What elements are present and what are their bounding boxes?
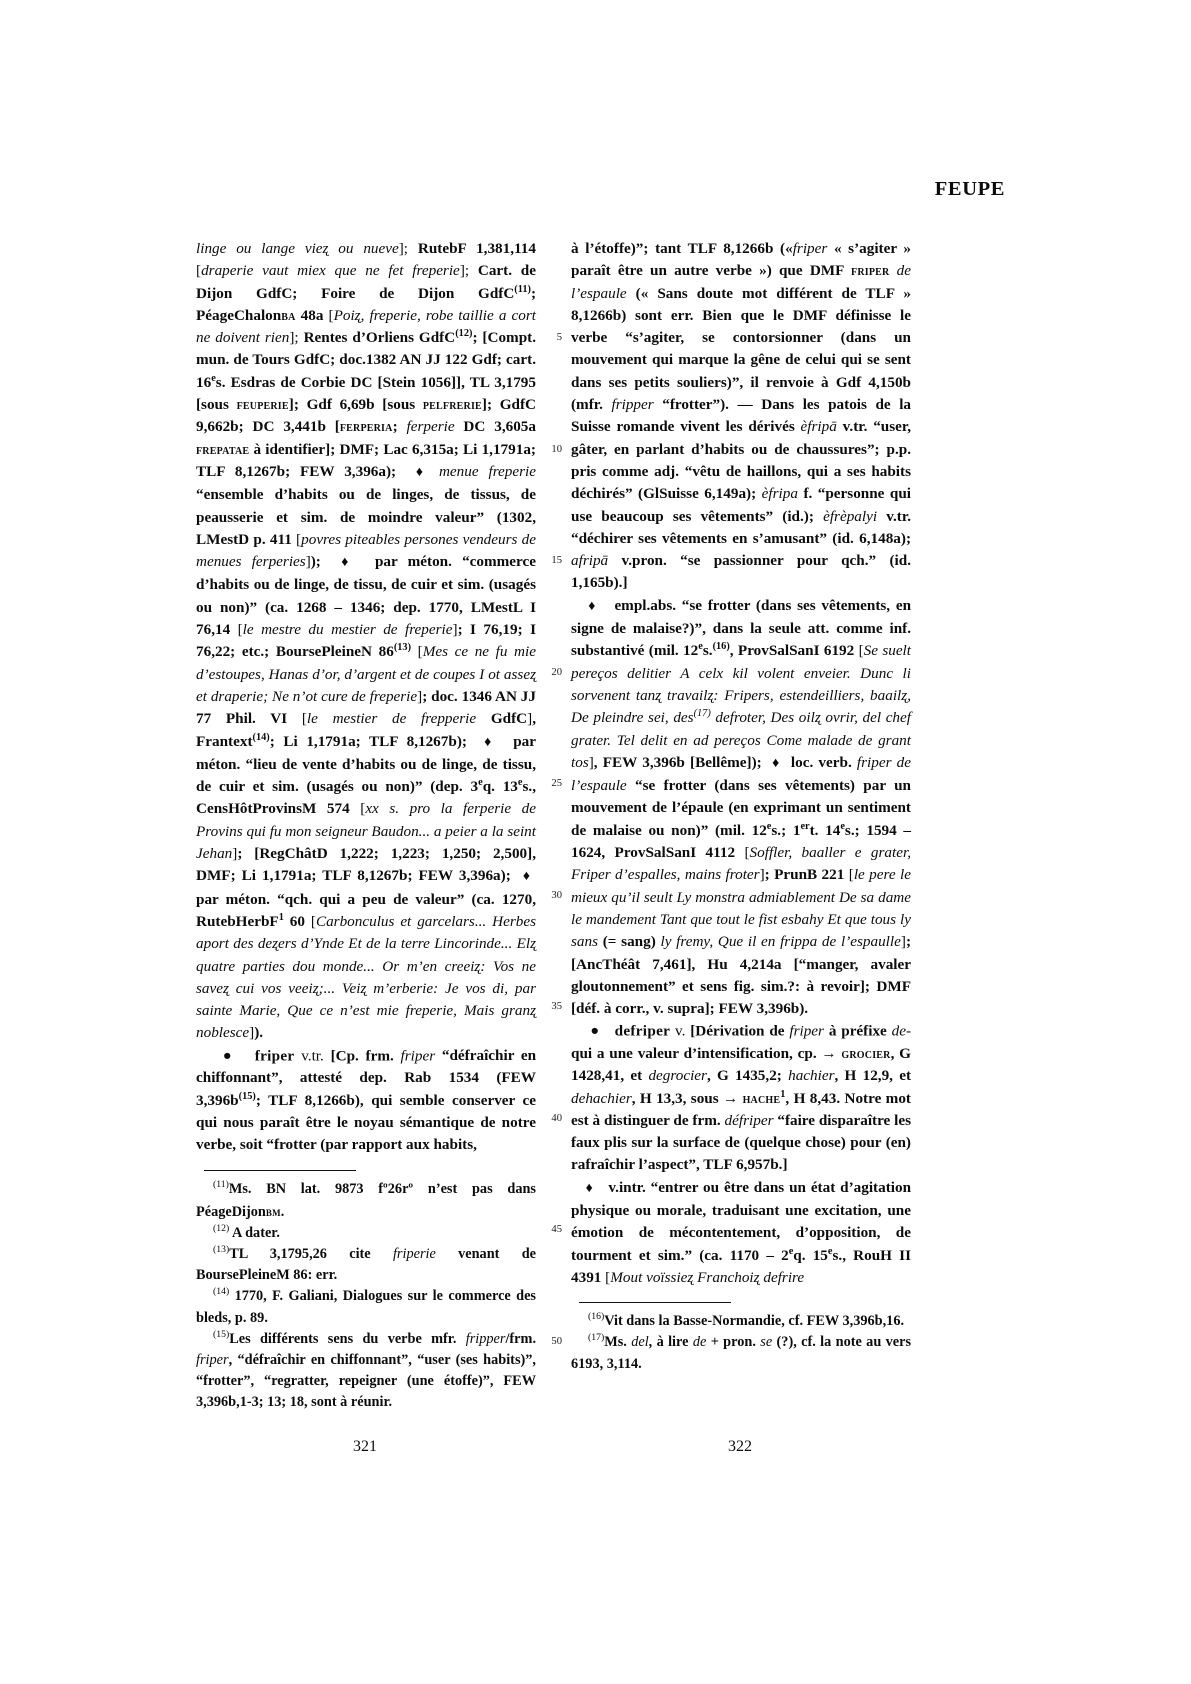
footnote-16: $^{(16)}$Vit dans la Basse-Normandie, cf. FEW 3,396b,16. [588,1311,905,1330]
line-number: 15 [551,555,562,567]
line-number: 10 [551,443,562,455]
entry-body-freperie: linge ou lange vieʐ ou nueve]; RutebF 1,381,114 [draperie vaut miex que ne fet freperie]; Cart. de Dijon GdfC; Foire de Dijon GdfC$^{(11)}$; PéageChalonba 48a [Poiʐ, freperie, robe taillie a cort ne doivent rien]; Rentes d’Orliens GdfC$^{(12)}$; [Compt. mun. de Tours GdfC; doc.1382 AN JJ 122 Gdf; cart. 16es. Esdras de Corbie DC [Stein 1056]], TL 3,1795 [sous feuperie]; Gdf 6,69b [sous pelfrerie]; GdfC 9,662b; DC 3,441b [ferperia; ferperie DC 3,605a frepatae à identifier]; DMF; Lac 6,315a; Li 1,1791a; TLF 8,1267b; FEW 3,396a); ♦ menue freperie “ensemble d’habits ou de linges, de tissus, de peausserie et sim. de moindre valeur” (1302, LMestD p. 411 [povres piteables persones vendeurs de menues ferperies]); ♦ par méton. “commerce d’habits ou de linge, de tissu, de cuir et sim. (usagés ou non)” (ca. 1268 – 1346; dep. 1770, LMestL I 76,14 [le mestre du mestier de freperie]; I 76,19; I 76,22; etc.; BoursePleineN 86$^{(13)}$ [Mes ce ne fu mie d’estoupes, Hanas d’or, d’argent et de coupes I ot asseʐ et draperie; Ne n’ot cure de freperie]; doc. 1346 AN JJ 77 Phil. VI [le mestier de frepperie GdfC], Frantext$^{(14)}$; Li 1,1791a; TLF 8,1267b); ♦ par méton. “lieu de vente d’habits ou de linge, de tissu, de cuir et sim. (usagés ou non)” (dep. 3eq. 13es., CensHôtProvinsM 574 [xx s. pro la ferperie de Provins qui fu mon seigneur Baudon... a peier a la seint Jehan]; [RegChâtD 1,222; 1,223; 1,250; 2,500], DMF; Li 1,1791a; TLF 8,1267b; FEW 3,396a); ♦ par méton. “qch. qui a peu de valeur” (ca. 1270, RutebHerbF$^1$ 60 [Carbonculus et garcelars... Herbes aport des deʐers d’Ynde Et de la terre Lincorinde... Elʐ quatre parties dou monde... Or m’en creeiʐ: Vos ne saveʐ cui vos veeiʐ;... Veiʐ m’erberie: Je vos di, par sainte Marie, Que ce n’est mie freperie, Mais granʐ noblesce]). [196,240,537,1042]
footnote-17: $^{(17)}$Ms. del, à lire de + pron. se (?), cf. la note au vers 6193, 3,114. [571,1332,912,1372]
line-number: 5 [556,332,562,344]
line-number-gutter [540,238,562,1353]
entry-friper: ● friper v.tr. [Cp. frm. friper “défraîchir en chiffonnant”, attesté dep. Rab 1534 (FEW $3,396b^{(15)}$; TLF 8,1266b), qui semble conserver ce qui nous paraît être le noyau sémantique de notre verbe, soit “frotter (par rapport aux habits, [196,1046,537,1154]
sense-empl-abs: ♦ empl.abs. “se frotter (dans ses vêtements, en signe de malaise?)”, dans la seule att. comme inf. substantivé (mil. 12es.$^{(16)}$, ProvSalSanI 6192 [Se suelt pereços delitier A celx kil volent enveier. Dunc li sorvenent tanʐ travailʐ: Fripers, estendeilliers, baailʐ, De pleindre sei, des$^{(17)}$ defroter, Des oilʐ ovrir, del chef grater. Tel delit en ad pereços Come malade de grant tos], FEW 3,396b [Bellême]); ♦ loc. verb. friper de l’espaule “se frotter (dans ses vêtements) par un mouvement de l’épaule (en exprimant un sentiment de malaise ou non)” (mil. 12es.; 1ert. 14es.; 1594 – 1624, ProvSalSanI 4112 [Soffler, baaller e grater, Friper d’espalles, mains froter]; PrunB 221 [le pere le mieux qu’il seult Ly monstra admiablement De sa dame le mandement Tant que tout le fist esbahy Et que tous ly sans (= sang) ly fremy, Que il en frippa de l’espaulle]; [AncThéât 7,461], Hu 4,214a [“manger, avaler gloutonnement” et sens fig. sim.?: à revoir]; DMF [déf. à corr., v. supra]; FEW 3,396b). [571,596,912,1018]
sense-v-intr: ♦ v.intr. “entrer ou être dans un état d’agitation physique ou morale, traduisant une excitation, une émotion de mécontentement, d’opposition, de tourment et sim.” (ca. 1170 – 2eq. 15es., RouH II 4391 [Mout voïssieʐ Franchoiʐ defrire [571,1178,912,1286]
footnote-block-left [196,1179,536,1413]
line-number: 50 [551,1335,562,1347]
footnote-14: $^{(14)}$ 1770, F. Galiani, Dialogues sur le commerce des bleds, p. 89. [196,1286,536,1326]
entry-defriper: ● defriper v. [Dérivation de friper à préfixe de- qui a une valeur d’intensification, cp. → grocier, G 1428,41, et degrocier, G 1435,2; hachier, H 12,9, et dehachier, H 13,3, sous → hache$^1$, H 8,43. Notre mot est à distinguer de frm. défriper “faire disparaître les faux plis sur la surface de (quelque chose) pour (en) rafraîchir l’aspect”, TLF 6,957b.] [571,1022,912,1174]
footnote-11: $^{(11)}$Ms. BN lat. 9873 fº26rº n’est pas dans PéageDijonbm. [196,1179,536,1220]
footnote-15: $^{(15)}$Les différents sens du verbe mfr. fripper/frm. friper, “défraîchir en chiffonnant”, “user (ses habits)”, “frotter”, “regratter, repeigner (une étoffe)”, FEW 3,396b,1-3; 13; 18, sont à réunir. [196,1329,537,1411]
left-column [196,238,536,1414]
line-number: 45 [551,1224,562,1236]
running-head: FEUPE [934,178,1005,200]
footnote-block-right [571,1311,911,1375]
line-number: 20 [551,666,562,678]
footnote-12: $^{(12)}$ A dater. [213,1223,280,1241]
right-column [571,238,911,1375]
footnote-13: $^{(13)}$TL 3,1795,26 cite friperie venant de BoursePleineM 86: err. [196,1244,536,1284]
page-number-right: 322 [728,1438,752,1455]
page-number-left: 321 [353,1438,377,1455]
line-number: 25 [551,778,562,790]
footnote-rule [579,1302,731,1303]
line-number: 40 [551,1112,562,1124]
line-number: 30 [551,889,562,901]
footnote-rule [204,1170,356,1171]
line-number: 35 [551,1001,562,1013]
entry-friper-continued: à l’étoffe)”; tant TLF 8,1266b («friper « s’agiter » paraît être un autre verbe ») que DMF friper de l’espaule (« Sans doute mot différent de TLF » 8,1266b) sont err. Bien que le DMF définisse le verbe “s’agiter, se contorsionner (dans un mouvement qui marque la gêne de celui qui se sent dans ses petits souliers)”, il renvoie à Gdf 4,150b (mfr. fripper “frotter”). — Dans les patois de la Suisse romande vivent les dérivés èfripā v.tr. “user, gâter, en parlant d’habits ou de chaussures”; p.p. pris comme adj. “vêtu de haillons, qui a ses habits déchirés” (GlSuisse 6,149a); èfripa f. “personne qui use beaucoup ses vêtements” (id.); èfrèpalyi v.tr. “déchirer ses vêtements en s’amusant” (id. 6,148a); afripā v.pron. “se passionner pour qch.” (id. 1,165b).] [571,240,912,592]
